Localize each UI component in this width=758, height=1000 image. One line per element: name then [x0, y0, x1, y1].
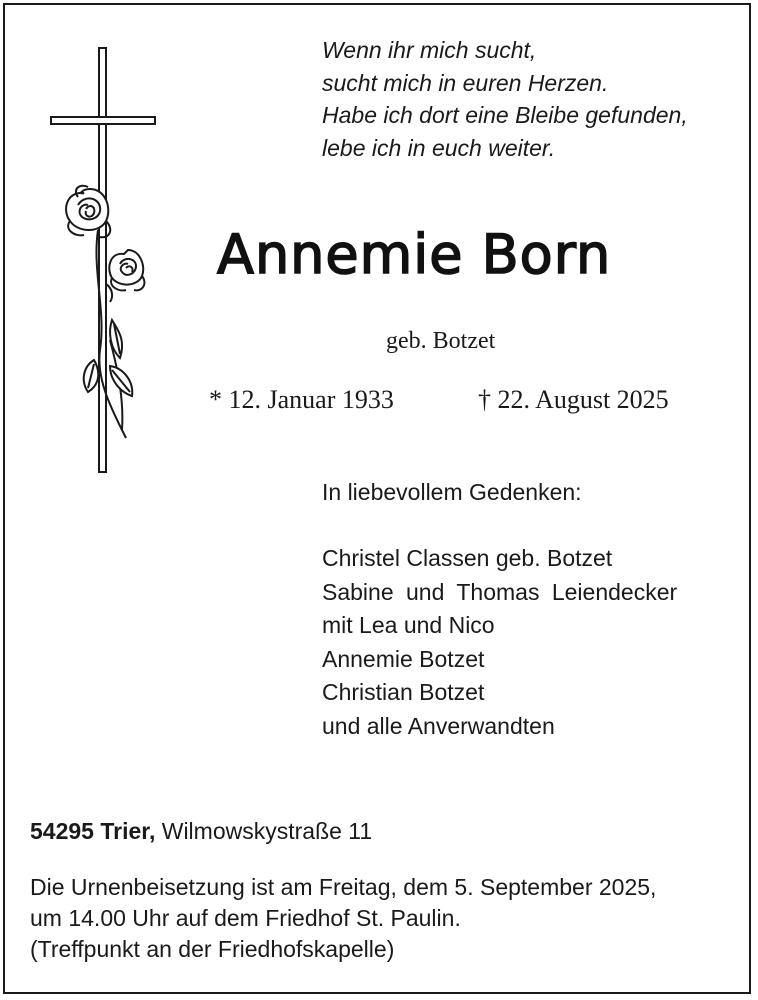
- poem-line: sucht mich in euren Herzen.: [322, 69, 609, 96]
- burial-line: um 14.00 Uhr auf dem Friedhof St. Paulin.: [30, 905, 461, 931]
- death-date: † 22. August 2025: [478, 385, 669, 414]
- address-street: Wilmowskystraße 11: [161, 818, 373, 844]
- mourner-name: Christian Botzet: [322, 679, 485, 705]
- birth-name: geb. Botzet: [386, 328, 496, 354]
- mourner-name: mit Lea und Nico: [322, 612, 495, 638]
- poem-line: Habe ich dort eine Bleibe gefunden,: [322, 102, 688, 128]
- burial-line: (Treffpunkt an der Friedhofskapelle): [30, 936, 395, 962]
- poem: [322, 34, 688, 164]
- address-city: 54295 Trier,: [30, 818, 156, 844]
- poem-line: Wenn ihr mich sucht,: [322, 37, 537, 63]
- address: [30, 818, 372, 845]
- poem-line: lebe ich in euch weiter.: [322, 134, 556, 161]
- mourner-name: Sabine und Thomas Leiendecker: [322, 578, 678, 605]
- cross-with-roses-icon: [40, 40, 170, 480]
- mourners-intro: In liebevollem Gedenken:: [322, 479, 582, 505]
- deceased-name: Annemie Born: [217, 223, 612, 286]
- burial-info: [30, 872, 656, 965]
- mourners-list: [322, 542, 677, 743]
- mourner-name: Annemie Botzet: [322, 645, 485, 672]
- birth-date: * 12. Januar 1933: [209, 385, 394, 414]
- burial-line: Die Urnenbeisetzung ist am Freitag, dem 5. September 2025,: [30, 874, 657, 900]
- mourner-name: und alle Anverwandten: [322, 712, 555, 739]
- mourner-name: Christel Classen geb. Botzet: [322, 545, 613, 571]
